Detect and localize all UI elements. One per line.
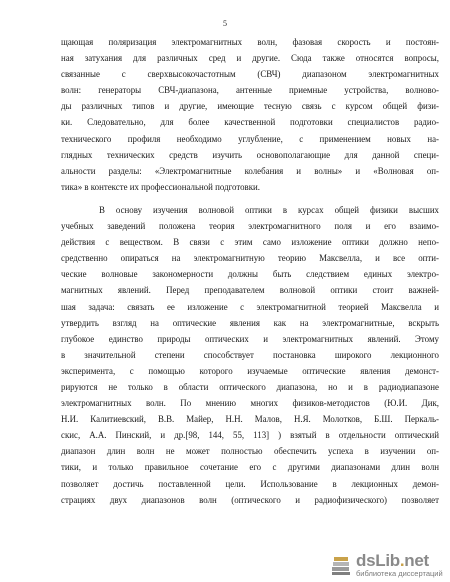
text-line: связанные с сверхвысокочастотным (СВЧ) диапазоном электромагнитных	[61, 69, 439, 80]
text-line: страциях двух диапазонов волн (оптического и радиофизического) позволяет	[61, 494, 439, 505]
watermark-brand: dsLib.net	[356, 551, 429, 571]
text-line: тика» в контексте их профессиональной подготовки.	[61, 181, 261, 192]
text-line: позволяет достичь поставленной цели. Использование в лекционных демон-	[61, 478, 439, 489]
text-line: технического профиля необходимо углубление, с применением новых на-	[61, 133, 439, 144]
text-line: в значительной степени способствует постановка широкого лекционного	[61, 349, 439, 360]
text-line: учебных заведений положена теория электромагнитного поля и его взаимо-	[61, 221, 439, 232]
text-line: утвердить взгляд на оптические явления как на электромагнитные, вскрыть	[61, 317, 439, 328]
text-line: ды различных типов и другие, имеющие тесную связь с курсом общей физи-	[61, 101, 439, 112]
text-line: ческие волновые закономерности должны быть следствием единых электро-	[61, 269, 439, 280]
text-line: скис, А.А. Пинский, и др.[98, 144, 55, 113] ) взятый в отдельности оптический	[61, 430, 439, 441]
text-line: Н.И. Калитиевский, В.В. Майер, Н.Н. Малов, Н.Я. Молотков, Б.Ш. Перкаль-	[61, 414, 439, 425]
text-line: альности разделы: «Электромагнитные колебания и волны» и «Волновая оп-	[61, 165, 439, 176]
text-line: глубокое единство природы оптических и электромагнитных явлений. Этому	[61, 333, 439, 344]
text-line: шая задача: связать ее изложение с электромагнитной теорией Максвелла и	[61, 301, 439, 312]
text-line: тики, и только правильное сочетание его с другими диапазонами длин волн	[61, 462, 439, 473]
text-line: действия с веществом. В связи с этим само изложение оптики должно непо-	[61, 237, 439, 248]
book-stack-icon	[330, 552, 352, 578]
document-body	[61, 34, 439, 508]
text-line: эксперимента, с помощью которого изучаемые оптические явления демонст-	[61, 365, 439, 376]
text-line: диапазон длин волн не может полностью обеспечить успеха в изучении оп-	[61, 446, 439, 457]
page-number: 5	[223, 19, 227, 28]
paragraph-first-line: В основу изучения волновой оптики в курсах общей физики высших	[99, 204, 439, 215]
text-line: волн: генераторы СВЧ-диапазона, антенные приемные устройства, волново-	[61, 85, 439, 96]
text-line: магнитных явлений. Перед преподавателем волновой оптики стоит важней-	[61, 285, 439, 296]
watermark-subtitle: библиотека диссертаций	[356, 569, 443, 579]
text-line: ки. Следовательно, для более качественной подготовки специалистов радио-	[61, 117, 439, 128]
text-line: щающая поляризация электромагнитных волн, фазовая скорость и постоян-	[61, 37, 439, 47]
text-line: средственно опираться на электромагнитную теорию Максвелла, и все опти-	[61, 253, 439, 264]
watermark-logo[interactable]	[328, 548, 450, 582]
text-line: ная затухания для различных сред и другие. Сюда также относятся вопросы,	[61, 53, 439, 64]
text-line: электромагнитных волн. По мнению многих физиков-методистов (Ю.И. Дик,	[61, 398, 439, 409]
text-line: глядных технических средств изучить основополагающие для данной специ-	[61, 149, 439, 160]
text-line: рируются не только в области оптического диапазона, но и в радиодиапазоне	[61, 381, 439, 392]
